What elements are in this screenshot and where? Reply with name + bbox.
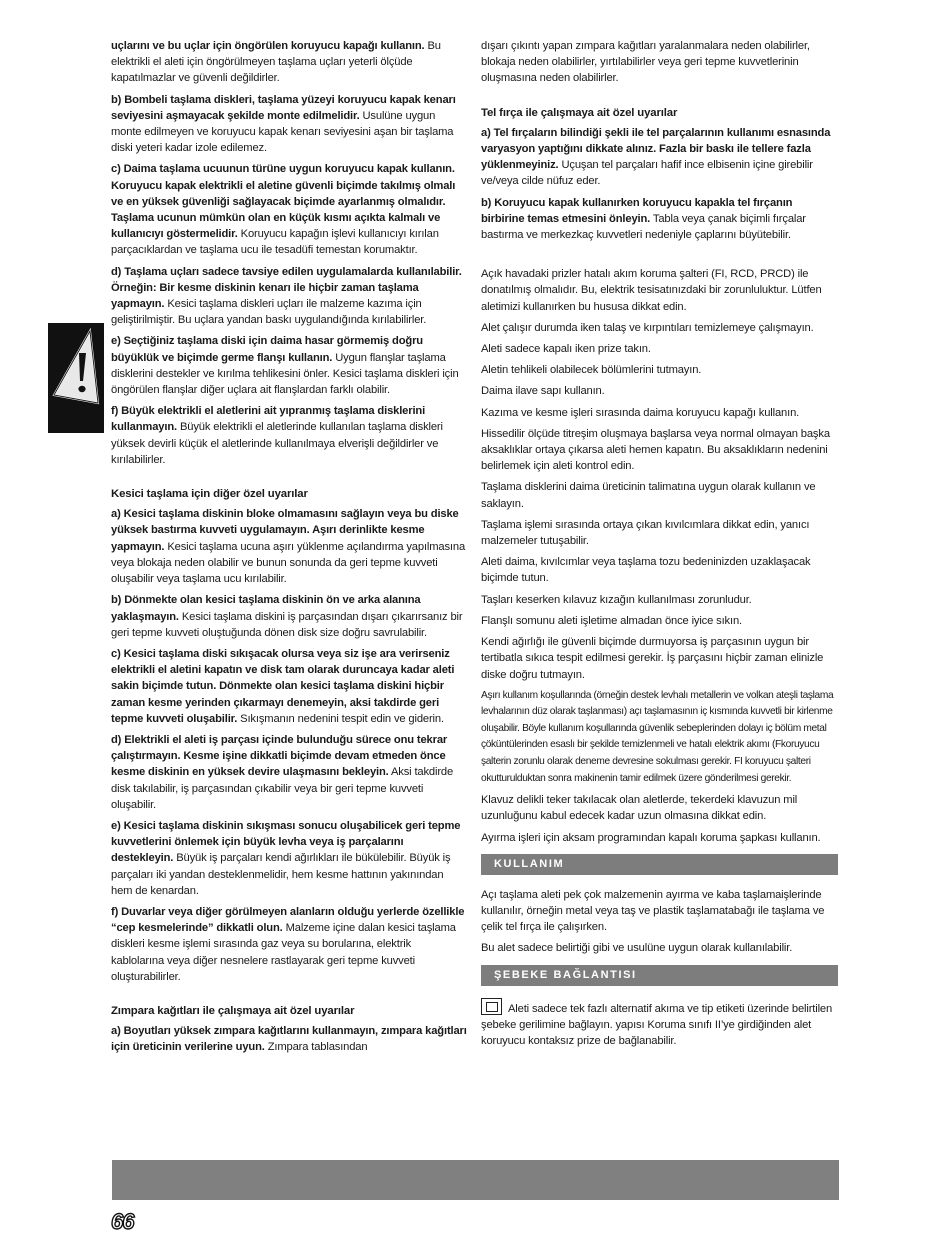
paragraph: uçlarını ve bu uçlar için öngörülen koruyucu kapağı kullanın. Bu elektrikli el aleti için öngörülmeyen taşlama uçları yeterli ölçüde kapatılmazlar ve güvenli değildirler. (111, 40, 441, 85)
section-heading-kesici: Kesici taşlama için diğer özel uyarılar (111, 488, 308, 501)
section-heading-tel: Tel fırça ile çalışmaya ait özel uyarılar (481, 106, 678, 119)
paragraph: Kendi ağırlığı ile güvenli biçimde durmuyorsa iş parçasının uygun bir tertibatla sıkıca tespit edilmesi gerekir. İş parçasını hiçbir zaman elinizle diske doğru tutmayın. (481, 636, 824, 681)
paragraph: Aletin tehlikeli olabilecek bölümlerini tutmayın. (481, 364, 702, 377)
warning-tab (48, 323, 104, 433)
paragraph: d) Elektrikli el aleti iş parçası içinde bulunduğu sürece onu tekrar çalıştırmayın. Kesme işine dikkatli biçimde devam etmeden önce kesme diskinin en yüksek devire ulaşmasını bekleyin. Aksi takdirde disk takılabilir, iş parçasından çıkabilir veya bir geri tepme kuvveti oluşabilir. (111, 733, 454, 811)
paragraph: Daima ilave sapı kullanın. (481, 385, 605, 398)
paragraph: d) Taşlama uçları sadece tavsiye edilen uygulamalarda kullanılabilir. Örneğin: Bir kesme diskinin kenarı ile hiçbir zaman taşlama yapmayın. Kesici taşlama diskleri uçları ile malzeme kazıma için geliştirilmiştir. Bu uçlara yandan baskı uygulandığında kırılabilirler. (111, 265, 462, 327)
paragraph: Taşlama işlemi sırasında ortaya çıkan kıvılcımlara dikkat edin, yanıcı malzemeler tutuşabilir. (481, 518, 810, 548)
paragraph: Ayırma işleri için aksam programından kapalı koruma şapkası kullanın. (481, 831, 821, 844)
paragraph: e) Seçtiğiniz taşlama diski için daima hasar görmemiş doğru büyüklük ve biçimde germe flanşı kullanın. Uygun flanşlar taşlama disklerini destekler ve kırılma tehlikesini önler. Kesici taşlama diskleri için öngörülen flanşlar diğer uçlara ait flanşlardan farklı olabilir. (111, 335, 459, 397)
paragraph: a) Kesici taşlama diskinin bloke olmamasını sağlayın veya bu diske yüksek bastırma kuvveti uygulamayın. Aşırı derinlikte kesme yapmayın. Kesici taşlama ucuna aşırı yüklenme açılandırma yapılmasına veya blokaja neden olabilir ve bunun sonunda da geri tepme kuvveti oluşabilir veya taşlama ucu kırılabilir. (111, 508, 466, 586)
section-bar-sebeke: ŞEBEKE BAĞLANTISI (481, 965, 838, 986)
paragraph: Alet çalışır durumda iken talaş ve kırpıntıları temizlemeye çalışmayın. (481, 321, 814, 334)
paragraph: a) Boyutları yüksek zımpara kağıtlarını kullanmayın, zımpara kağıtları için üreticinin verilerine uyun. Zımpara tablasından (111, 1025, 467, 1054)
section-bar-kullanim: KULLANIM (481, 854, 838, 875)
paragraph: Aleti daima, kıvılcımlar veya taşlama tozu bedeninizden uzaklaşacak biçimde tutun. (481, 556, 811, 585)
paragraph: Flanşlı somunu aleti işletime almadan önce iyice sıkın. (481, 614, 742, 627)
paragraph: Aşırı kullanım koşullarında (örneğin destek levhalı metallerin ve volkan ateşli taşlama levhalarının düz olarak taşlanması) açı taşlamasının iç kısmında kuvvetli bir kirlenme oluşabilir. Böyle kullanım koşullarında güvenlik sebeplerinden dolayı iç bölüm metal çöküntülerinden esaslı bir şekilde temizlenmeli ve hatalı elektrik akımı (Fkoruyucu şalterin zorunlu olarak deneme devresine sokulması gerekir. FI koruyucu şalteri okutturulduktan sonra makinenin tamir edilmek üzere gönderilmesi gerekir. (481, 689, 834, 784)
right-column (481, 38, 838, 1054)
paragraph: b) Dönmekte olan kesici taşlama diskinin ön ve arka alanına yaklaşmayın. Kesici taşlama diskini iş parçasından dışarı çıkarırsanız bir geri tepme kuvveti oluştuğunda dönen disk size doğru savrulabilir. (111, 594, 463, 639)
paragraph: Taşları keserken kılavuz kızağın kullanılması zorunludur. (481, 593, 752, 606)
paragraph: Açık havadaki prizler hatalı akım koruma şalteri (FI, RCD, PRCD) ile donatılmış olmalıdır. Bu, elektrik tesisatınızdaki bir zorunluluktur. Lütfen aletimizi kullanırken bu hususa dikkat edin. (481, 268, 822, 313)
paragraph: Aleti sadece tek fazlı alternatif akıma ve tip etiketi üzerinde belirtilen şebeke gerilimine bağlayın. yapısı Koruma sınıfı II’ye girdiğinden alet koruyucu kontaksız prize de bağlanabilir. (481, 998, 838, 1050)
paragraph: f) Büyük elektrikli el aletlerini ait yıpranmış taşlama disklerini kullanmayın. Büyük elektrikli el aletlerinde kullanılan taşlama diskleri yüksek devirli küçük el aletlerinde kullanılmaya elverişli değildirler ve kırılabilirler. (111, 405, 443, 466)
footer-bar (112, 1160, 839, 1200)
paragraph: b) Bombeli taşlama diskleri, taşlama yüzeyi koruyucu kapak kenarı seviyesini aşmayacak şekilde monte edilmelidir. Usulüne uygun monte edilmeyen ve koruyucu kapak kenarı seviyesini aşan bir taşlama diski yeteri kadar izole edilemez. (111, 93, 456, 155)
paragraph: Hissedilir ölçüde titreşim oluşmaya başlarsa veya normal olmayan başka aksaklıklar ortaya çıkarsa aleti hemen kapatın. Bu aksaklıkların nedenini belirlemek için aleti kontrol edin. (481, 427, 830, 473)
paragraph: f) Duvarlar veya diğer görülmeyen alanların olduğu yerlerde özellikle “cep kesmelerinde” dikkatli olun. Malzeme içine dalan kesici taşlama diskleri kesme işlemi sırasında gaz veya su borularına, elektrik kablolarına veya diğer nesnelere rastlayarak geri tepme kuvveti oluşturabilirler. (111, 905, 465, 983)
paragraph: Aleti sadece kapalı iken prize takın. (481, 343, 651, 356)
paragraph: b) Koruyucu kapak kullanırken koruyucu kapakla tel fırçanın birbirine temas etmesini önleyin. Tabla veya çanak biçimli fırçalar bastırma ve merkezkaç kuvvetleri nedeniyle çaplarını büyütebilir. (481, 196, 806, 242)
paragraph: e) Kesici taşlama diskinin sıkışması sonucu oluşabilicek geri tepme kuvvetlerini önlemek için büyük levha veya iş parçalarını destekleyin. Büyük iş parçaları kendi ağırlıkları ile bükülebilir. Büyük iş parçaları iki yandan desteklenmelidir, hem kesme hattının yakınından hem de kenardan. (111, 819, 461, 897)
paragraph: Taşlama disklerini daima üreticinin talimatına uygun olarak kullanın ve saklayın. (481, 481, 816, 510)
paragraph: a) Tel fırçaların bilindiği şekli ile tel parçalarının kullanımı esnasında varyasyon yaptığını dikkate alınız. Fazla bir baskı ile tellere fazla yüklenmeyiniz. Uçuşan tel parçaları hafif ince elbisenin içine girebilir ve/veya cilde nüfuz eder. (481, 126, 831, 188)
left-column (111, 38, 467, 1061)
paragraph: c) Kesici taşlama diski sıkışacak olursa veya siz işe ara verirseniz elektrikli el aletini kapatın ve disk tam olarak duruncaya kadar aleti sakin biçimde tutun. Dönmekte olan kesici taşlama diskini hiçbir zaman kesme yerinden çıkarmayı denemeyin, aksi takdirde geri tepme kuvveti oluşabilir. Sıkışmanın nedenini tespit edin ve giderin. (111, 647, 455, 725)
paragraph: c) Daima taşlama ucuunun türüne uygun koruyucu kapak kullanın. Koruyucu kapak elektrikli el aletine güvenli biçimde takılmış olmalı ve en yüksek güvenliği sağlayacak biçimde ayarlanmış olmalıdır. Taşlama ucunun mümkün olan en küçük kısmı açıkta kalmalı ve kullanıcıyı göstermelidir. Koruyucu kapağın işlevi kullanıcıyı kırılan parçacıklardan ve taşlama ucu ile tesadüfi temestan korumaktır. (111, 163, 456, 257)
paragraph: dışarı çıkıntı yapan zımpara kağıtları yaralanmalara neden olabilirler, blokaja neden olabilirler, yırtılabilirler veya geri tepme kuvvetlerinin oluşmasına neden olabilirler. (481, 40, 810, 85)
page-number: 66 (111, 1209, 134, 1234)
protection-class-ii-icon (481, 998, 502, 1015)
section-heading-zimpara: Zımpara kağıtları ile çalışmaya ait özel uyarılar (111, 1004, 355, 1017)
paragraph: Klavuz delikli teker takılacak olan aletlerde, tekerdeki klavuzun mil uzunluğunu kabul edecek kadar uzun olmasına dikkat edin. (481, 794, 798, 823)
paragraph: Kazıma ve kesme işleri sırasında daima koruyucu kapağı kullanın. (481, 406, 800, 419)
paragraph: Bu alet sadece belirtiği gibi ve usulüne uygun olarak kullanılabilir. (481, 942, 793, 955)
paragraph: Açı taşlama aleti pek çok malzemenin ayırma ve kaba taşlamaişlerinde kullanılır, örneğin metal veya taş ve plastik taşlamatabağı ile taşlama ve çelik tel fırça ile çalışırken. (481, 888, 825, 934)
warning-triangle-icon (48, 323, 104, 433)
